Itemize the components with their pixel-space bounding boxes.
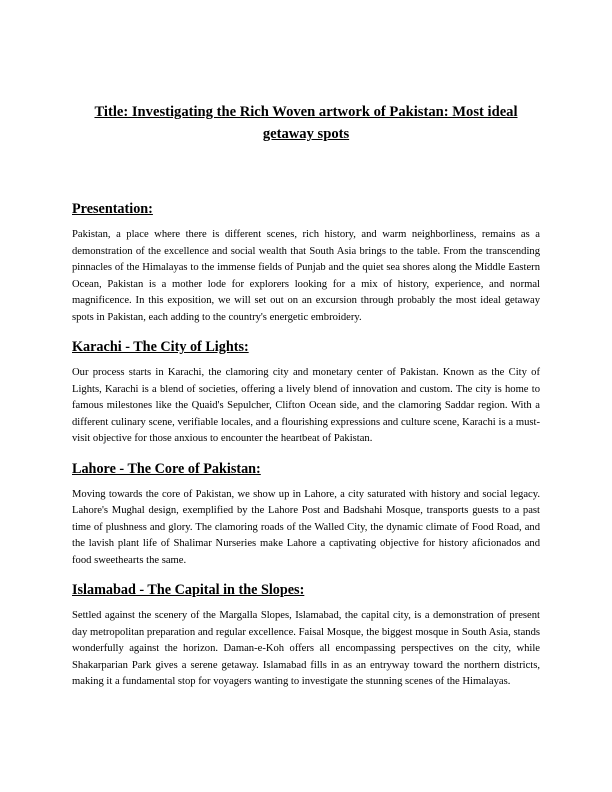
document-page (72, 101, 540, 691)
section-heading-presentation: Presentation: (72, 201, 153, 217)
section-body-islamabad: Settled against the scenery of the Margalla Slopes, Islamabad, the capital city, is a demonstration of present day metropolitan preparation and regular excellence. Faisal Mosque, the biggest mosque in South Asia, stands wonderfully against the horizon. Daman-e-Koh offers all encompassing perspectives on the city, while Shakarparian Park gives a serene getaway. Islamabad fills in as an entryway toward the northern districts, making it a fundamental stop for voyagers wanting to investigate the stunning scenes of the Himalayas. (72, 610, 540, 687)
section-body-karachi: Our process starts in Karachi, the clamoring city and monetary center of Pakistan. Known as the City of Lights, Karachi is a blend of societies, offering a lively blend of innovation and custom. The city is home to famous milestones like the Quaid's Sepulcher, Clifton Ocean side, and the clamoring Saddar region. With a different culinary scene, verifiable locales, and a flourishing expressions and culture scene, Karachi is a must-visit objective for those anxious to encounter the heartbeat of Pakistan. (72, 367, 540, 444)
section-body-presentation: Pakistan, a place where there is different scenes, rich history, and warm neighborliness, remains as a demonstration of the excellence and social wealth that South Asia brings to the table. From the transcending pinnacles of the Himalayas to the immense fields of Punjab and the quiet sea shores along the Middle Eastern Ocean, Pakistan is a mother lode for explorers looking for a mix of history, experience, and normal magnificence. In this exposition, we will set out on an excursion through probably the most ideal getaway spots in Pakistan, each adding to the country's energetic embroidery. (72, 229, 540, 323)
document-title: Title: Investigating the Rich Woven artwork of Pakistan: Most ideal getaway spots (94, 104, 518, 142)
section-heading-islamabad: Islamabad - The Capital in the Slopes: (72, 582, 305, 598)
section-heading-karachi: Karachi - The City of Lights: (72, 339, 249, 355)
section-body-lahore: Moving towards the core of Pakistan, we show up in Lahore, a city saturated with history and social legacy. Lahore's Mughal design, exemplified by the Lahore Post and Badshahi Mosque, transports guests to a past time of plushness and glory. The clamoring roads of the Walled City, the dynamic climate of Food Road, and the lavish plant life of Shalimar Nurseries make Lahore a captivating objective for history aficionados and food sweethearts the same. (72, 488, 540, 566)
section-heading-lahore: Lahore - The Core of Pakistan: (72, 460, 261, 477)
